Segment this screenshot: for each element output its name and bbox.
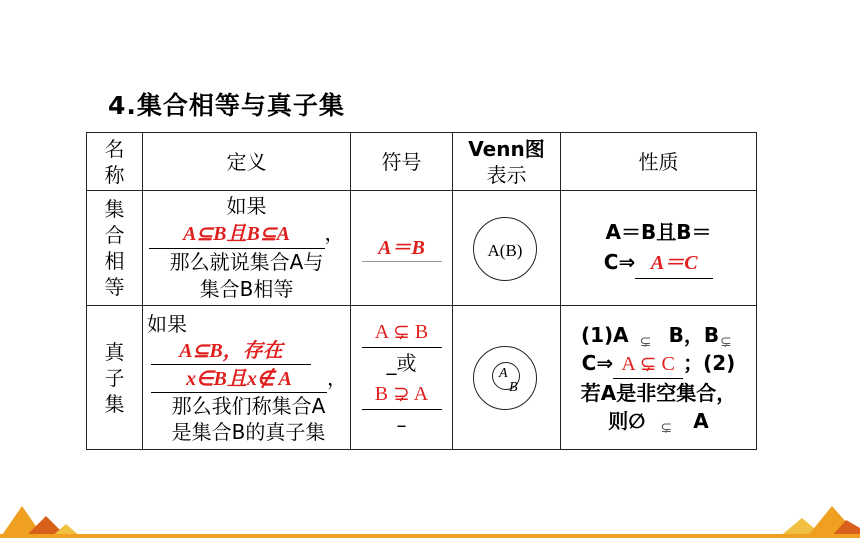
equal-def-blank: A⊆B且B⊆A <box>149 220 325 249</box>
equal-venn <box>453 191 561 306</box>
equal-property: A＝B且B＝ C⇒ A＝C <box>561 191 757 306</box>
equal-prop-blank: A＝C <box>635 247 713 279</box>
proper-property: (1)A ⊊ B，B ⊊ C⇒ A ⊊ C ；(2) 若A是非空集合， 则∅ ⊊ A <box>561 306 757 450</box>
proper-symbol: A ⊊ B _或 B ⊋ A – <box>351 306 453 450</box>
equal-definition: 如果 A⊆B且B⊆A ， 那么就说集合A与 集合B相等 <box>143 191 351 306</box>
proper-symbol-blank-1: A ⊊ B <box>362 317 442 348</box>
header-definition: 定义 <box>143 133 351 191</box>
header-row <box>87 133 757 191</box>
header-symbol: 符号 <box>351 133 453 191</box>
header-venn: Venn图 表示 <box>453 133 561 191</box>
proper-name: 真 子 集 <box>87 306 143 450</box>
footer-line <box>0 534 860 538</box>
proper-prop-blank: A ⊊ C <box>613 349 683 379</box>
comparison-table <box>86 132 757 450</box>
equal-name: 集 合 相 等 <box>87 191 143 306</box>
proper-symbol-blank-2: B ⊋ A <box>362 379 442 410</box>
equal-symbol-blank: A＝B <box>362 234 442 262</box>
header-name: 名 称 <box>87 133 143 191</box>
proper-def-blank-1: A⊆B，存在 <box>151 337 311 365</box>
proper-def-blank-2: x∈B且x∉ A <box>151 365 327 393</box>
row-proper-subset <box>87 306 757 450</box>
proper-definition: 如果 A⊆B，存在 x∈B且x∉ A ， 那么我们称集合A 是集合B的真子集 <box>143 306 351 450</box>
proper-venn: A B <box>453 306 561 450</box>
venn-equal-circle: A(B) <box>473 217 537 281</box>
row-equal <box>87 191 757 306</box>
section-title: 4.集合相等与真子集 <box>108 91 345 120</box>
header-property: 性质 <box>561 133 757 191</box>
equal-symbol <box>351 191 453 306</box>
footer-decoration <box>0 498 860 538</box>
